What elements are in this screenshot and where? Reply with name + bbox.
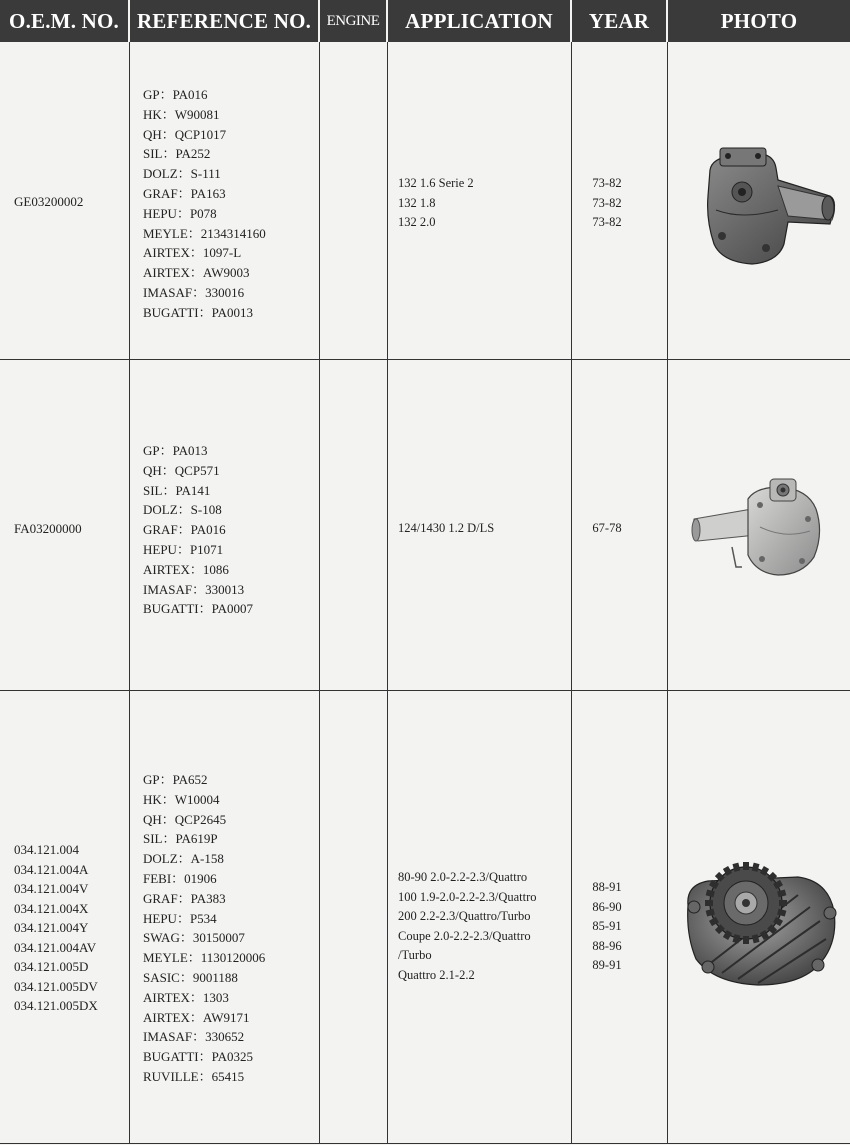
oem-number: 034.121.005DX (14, 998, 98, 1013)
oem-number: 034.121.005DV (14, 978, 98, 994)
header-oem: O.E.M. NO. (9, 8, 119, 33)
reference-number: SIL：PA141 (143, 482, 211, 498)
reference-number: AIRTEX：AW9003 (143, 265, 250, 281)
reference-number: AIRTEX：AW9171 (143, 1009, 250, 1025)
application-entry: 124/1430 1.2 D/LS (398, 521, 495, 535)
year-entry: 88-96 (592, 938, 622, 953)
reference-number: IMASAF：330013 (143, 581, 245, 597)
reference-number: GRAF：PA163 (143, 185, 226, 201)
header-application: APPLICATION (405, 8, 553, 33)
reference-number: DOLZ：S-111 (143, 166, 221, 182)
oem-number-list (14, 519, 82, 539)
header-photo: PHOTO (720, 8, 798, 33)
reference-number: IMASAF：330652 (143, 1029, 245, 1045)
application-entry: Quattro 2.1-2.2 (398, 967, 475, 982)
reference-number: SWAG：30150007 (143, 930, 245, 946)
application-entry: 200 2.2-2.3/Quattro/Turbo (398, 909, 531, 923)
application-entry: 132 1.8 (398, 195, 436, 210)
reference-number: QH：QCP571 (143, 462, 220, 478)
reference-number: HEPU：P534 (143, 910, 217, 926)
year-entry: 89-91 (592, 958, 622, 972)
reference-number: QH：QCP1017 (143, 126, 227, 142)
year-entry: 86-90 (592, 899, 622, 914)
reference-number: QH：QCP2645 (143, 811, 227, 827)
reference-number: AIRTEX：1086 (143, 561, 229, 577)
reference-number: AIRTEX：1097-L (143, 245, 242, 261)
oem-number: 034.121.004X (14, 900, 89, 916)
oem-number: 034.121.004V (14, 881, 89, 896)
reference-number: GRAF：PA383 (143, 890, 226, 906)
reference-number: HK：W10004 (143, 791, 220, 807)
oem-number-list (14, 192, 83, 212)
water-pump-gear-icon (678, 855, 843, 1000)
application-entry: 80-90 2.0-2.2-2.3/Quattro (398, 870, 528, 884)
oem-number: FA03200000 (14, 521, 82, 536)
reference-number: MEYLE：2134314160 (143, 225, 266, 241)
application-entry: Coupe 2.0-2.2-2.3/Quattro (398, 928, 531, 943)
oem-number: 034.121.004 (14, 842, 79, 857)
reference-number: SASIC：9001188 (143, 969, 238, 985)
application-list (398, 174, 474, 233)
reference-number: RUVILLE：65415 (143, 1068, 245, 1084)
reference-number: DOLZ：A-158 (143, 851, 224, 867)
header-engine: ENGINE (326, 12, 380, 29)
reference-number: GP：PA652 (143, 772, 208, 787)
reference-number: IMASAF：330016 (143, 284, 245, 300)
year-entry: 73-82 (592, 195, 622, 210)
oem-number: 034.121.004Y (14, 920, 89, 935)
year-entry: 67-78 (592, 521, 622, 535)
year-entry: 85-91 (592, 919, 622, 933)
reference-number-list (143, 441, 253, 619)
reference-number: BUGATTI：PA0013 (143, 304, 254, 320)
reference-number-list (143, 770, 265, 1087)
table-header (0, 0, 850, 42)
year-entry: 73-82 (592, 176, 622, 190)
reference-number: GP：PA013 (143, 443, 208, 458)
reference-number: FEBI：01906 (143, 870, 217, 886)
reference-number: SIL：PA619P (143, 831, 218, 847)
oem-number: GE03200002 (14, 194, 84, 209)
header-year: YEAR (588, 8, 650, 33)
year-list (586, 519, 628, 539)
oem-number-list (14, 840, 98, 1016)
application-entry: 132 2.0 (398, 215, 436, 229)
oem-number: 034.121.004AV (14, 939, 97, 955)
oem-number: 034.121.004A (14, 861, 89, 877)
water-pump-icon (692, 140, 837, 275)
application-list (398, 868, 537, 985)
reference-number: BUGATTI：PA0325 (143, 1049, 254, 1065)
application-entry: /Turbo (398, 948, 432, 962)
reference-number: SIL：PA252 (143, 146, 211, 162)
application-entry: 100 1.9-2.0-2.2-2.3/Quattro (398, 889, 537, 904)
reference-number-list (143, 85, 266, 323)
reference-number: MEYLE：1130120006 (143, 950, 266, 966)
header-reference: REFERENCE NO. (136, 8, 312, 33)
reference-number: GP：PA016 (143, 87, 208, 102)
reference-number: HEPU：P078 (143, 205, 217, 221)
application-entry: 132 1.6 Serie 2 (398, 176, 474, 190)
year-list (586, 174, 628, 233)
year-entry: 73-82 (592, 215, 622, 229)
reference-number: HK：W90081 (143, 106, 220, 122)
reference-number: BUGATTI：PA0007 (143, 601, 254, 617)
year-entry: 88-91 (592, 880, 622, 894)
reference-number: AIRTEX：1303 (143, 989, 229, 1005)
reference-number: GRAF：PA016 (143, 522, 226, 538)
water-pump-icon (690, 475, 840, 590)
reference-number: HEPU：P1071 (143, 541, 224, 557)
application-list (398, 519, 494, 539)
oem-number: 034.121.005D (14, 959, 89, 974)
year-list (586, 878, 628, 976)
reference-number: DOLZ：S-108 (143, 502, 222, 518)
